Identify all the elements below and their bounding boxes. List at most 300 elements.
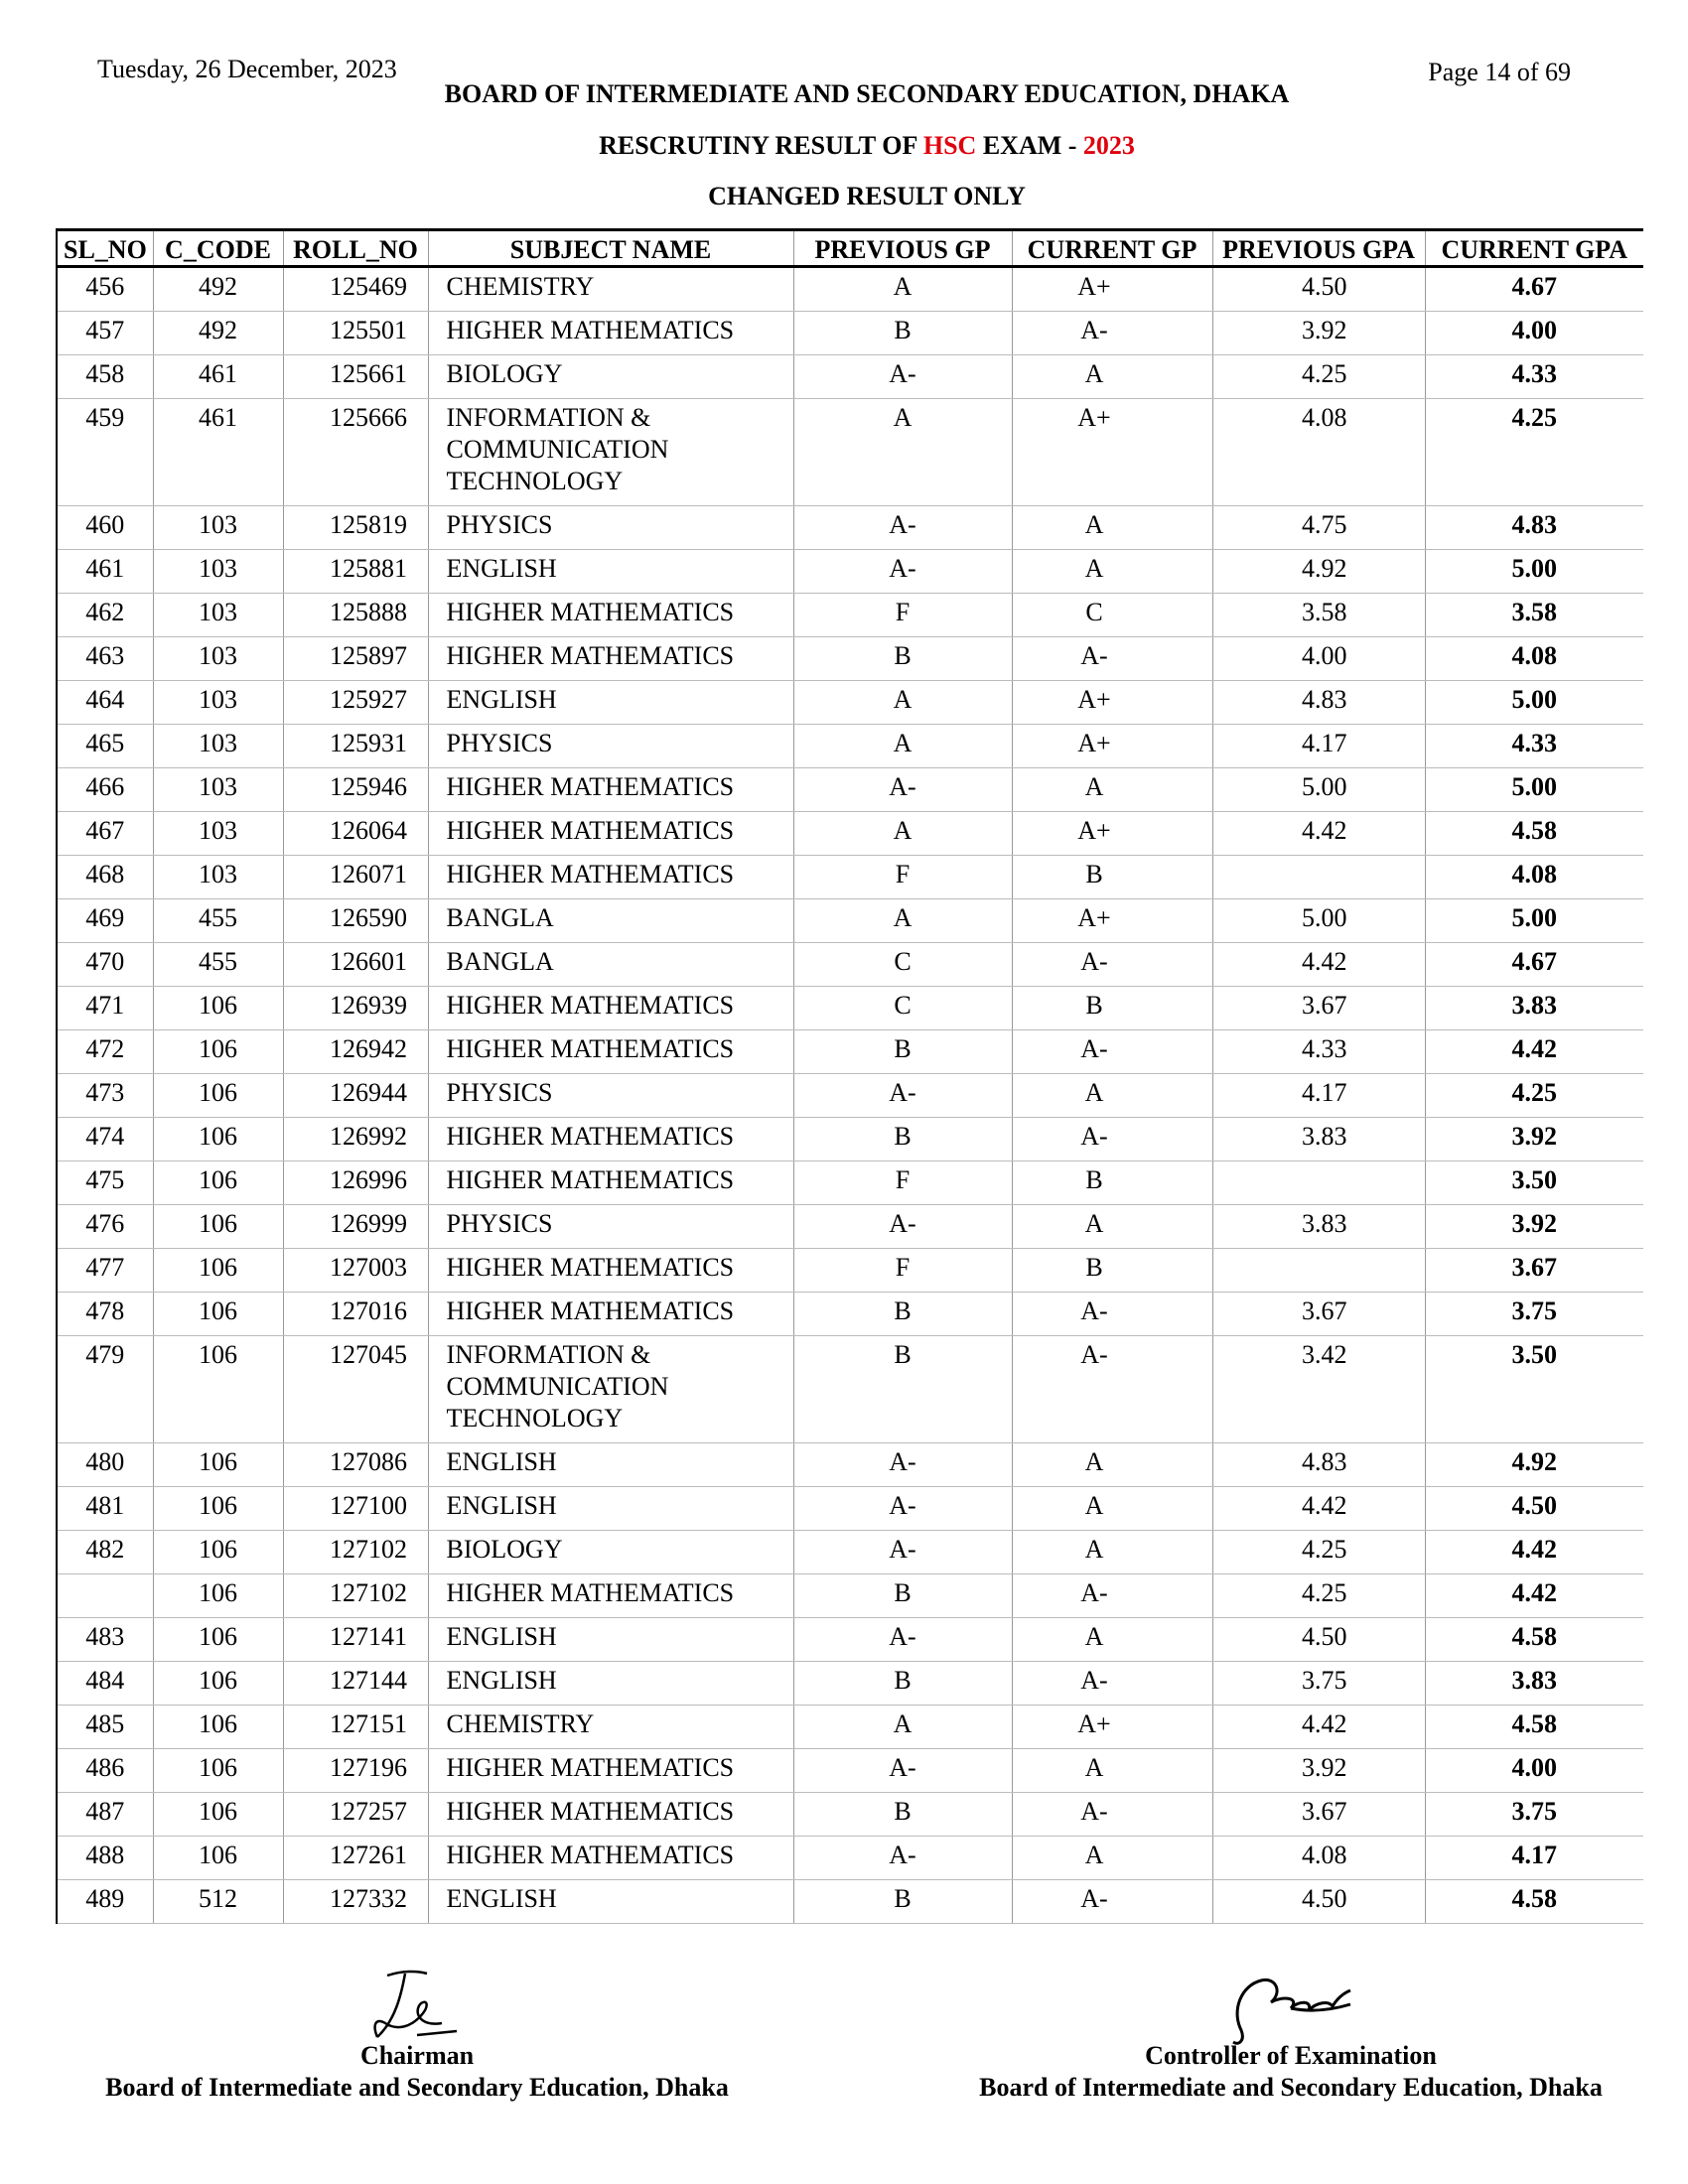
cell-roll-no: 127086 bbox=[283, 1443, 428, 1487]
cell-roll-no: 126601 bbox=[283, 943, 428, 987]
table-row bbox=[57, 1030, 1643, 1074]
cell-current-gpa: 3.92 bbox=[1425, 1118, 1643, 1161]
cell-subject-name: ENGLISH bbox=[428, 1662, 793, 1706]
cell-current-gpa: 4.33 bbox=[1425, 725, 1643, 768]
cell-c-code: 461 bbox=[153, 399, 283, 506]
cell-previous-gp: A- bbox=[793, 1205, 1012, 1249]
table-row bbox=[57, 312, 1643, 355]
table-row bbox=[57, 1293, 1643, 1336]
cell-roll-no: 127257 bbox=[283, 1793, 428, 1837]
cell-current-gpa: 4.25 bbox=[1425, 1074, 1643, 1118]
cell-subject-name: HIGHER MATHEMATICS bbox=[428, 1749, 793, 1793]
cell-c-code: 106 bbox=[153, 1487, 283, 1531]
header-current-gpa: CURRENT GPA bbox=[1425, 230, 1643, 267]
cell-subject-name: ENGLISH bbox=[428, 550, 793, 594]
cell-c-code: 106 bbox=[153, 1293, 283, 1336]
cell-current-gp: A bbox=[1012, 1749, 1212, 1793]
table-row bbox=[57, 943, 1643, 987]
cell-roll-no: 126939 bbox=[283, 987, 428, 1030]
cell-current-gpa: 4.58 bbox=[1425, 812, 1643, 856]
cell-current-gpa: 3.50 bbox=[1425, 1336, 1643, 1443]
cell-previous-gpa: 4.17 bbox=[1212, 1074, 1425, 1118]
cell-current-gpa: 4.42 bbox=[1425, 1030, 1643, 1074]
cell-previous-gp: A bbox=[793, 812, 1012, 856]
cell-previous-gp: A bbox=[793, 267, 1012, 312]
cell-previous-gpa: 4.08 bbox=[1212, 399, 1425, 506]
cell-current-gp: A+ bbox=[1012, 812, 1212, 856]
cell-previous-gpa: 3.67 bbox=[1212, 1293, 1425, 1336]
cell-current-gpa: 4.25 bbox=[1425, 399, 1643, 506]
cell-c-code: 103 bbox=[153, 812, 283, 856]
cell-sl-no: 477 bbox=[57, 1249, 153, 1293]
cell-current-gpa: 3.75 bbox=[1425, 1793, 1643, 1837]
cell-current-gp: A bbox=[1012, 1531, 1212, 1574]
cell-current-gpa: 3.83 bbox=[1425, 1662, 1643, 1706]
cell-sl-no: 476 bbox=[57, 1205, 153, 1249]
cell-current-gpa: 4.08 bbox=[1425, 856, 1643, 899]
cell-previous-gpa: 4.25 bbox=[1212, 355, 1425, 399]
cell-subject-name: HIGHER MATHEMATICS bbox=[428, 1030, 793, 1074]
table-row bbox=[57, 899, 1643, 943]
cell-current-gpa: 4.67 bbox=[1425, 267, 1643, 312]
cell-subject-name: HIGHER MATHEMATICS bbox=[428, 1161, 793, 1205]
cell-subject-name: HIGHER MATHEMATICS bbox=[428, 1837, 793, 1880]
table-row bbox=[57, 355, 1643, 399]
cell-current-gpa: 3.75 bbox=[1425, 1293, 1643, 1336]
cell-previous-gpa: 4.83 bbox=[1212, 681, 1425, 725]
cell-c-code: 492 bbox=[153, 312, 283, 355]
cell-previous-gpa: 3.42 bbox=[1212, 1336, 1425, 1443]
cell-sl-no: 459 bbox=[57, 399, 153, 506]
cell-previous-gpa: 4.08 bbox=[1212, 1837, 1425, 1880]
cell-previous-gpa: 4.50 bbox=[1212, 1618, 1425, 1662]
table-row bbox=[57, 1336, 1643, 1443]
table-row bbox=[57, 594, 1643, 637]
header-previous-gpa: PREVIOUS GPA bbox=[1212, 230, 1425, 267]
changed-result-title: CHANGED RESULT ONLY bbox=[708, 182, 1026, 210]
cell-previous-gpa: 4.33 bbox=[1212, 1030, 1425, 1074]
cell-previous-gp: B bbox=[793, 1880, 1012, 1924]
cell-sl-no: 482 bbox=[57, 1531, 153, 1574]
cell-current-gpa: 4.00 bbox=[1425, 1749, 1643, 1793]
cell-roll-no: 127144 bbox=[283, 1662, 428, 1706]
cell-c-code: 106 bbox=[153, 1793, 283, 1837]
cell-current-gp: A- bbox=[1012, 943, 1212, 987]
cell-previous-gpa bbox=[1212, 1249, 1425, 1293]
cell-sl-no: 457 bbox=[57, 312, 153, 355]
cell-roll-no: 126944 bbox=[283, 1074, 428, 1118]
cell-previous-gpa: 3.83 bbox=[1212, 1118, 1425, 1161]
cell-sl-no: 480 bbox=[57, 1443, 153, 1487]
cell-previous-gp: B bbox=[793, 1293, 1012, 1336]
table-body bbox=[57, 267, 1643, 1924]
cell-previous-gpa: 4.42 bbox=[1212, 1487, 1425, 1531]
table-row bbox=[57, 1074, 1643, 1118]
cell-roll-no: 125469 bbox=[283, 267, 428, 312]
cell-subject-name: PHYSICS bbox=[428, 725, 793, 768]
cell-c-code: 103 bbox=[153, 856, 283, 899]
cell-subject-name: CHEMISTRY bbox=[428, 1706, 793, 1749]
cell-roll-no: 126999 bbox=[283, 1205, 428, 1249]
cell-c-code: 103 bbox=[153, 768, 283, 812]
cell-roll-no: 125819 bbox=[283, 506, 428, 550]
cell-current-gp: A- bbox=[1012, 1336, 1212, 1443]
cell-previous-gpa: 4.25 bbox=[1212, 1531, 1425, 1574]
cell-roll-no: 126064 bbox=[283, 812, 428, 856]
cell-previous-gp: B bbox=[793, 1662, 1012, 1706]
cell-c-code: 103 bbox=[153, 681, 283, 725]
cell-c-code: 512 bbox=[153, 1880, 283, 1924]
cell-sl-no: 464 bbox=[57, 681, 153, 725]
chairman-org: Board of Intermediate and Secondary Education, Dhaka bbox=[105, 2073, 729, 2102]
cell-current-gpa: 3.67 bbox=[1425, 1249, 1643, 1293]
table-row bbox=[57, 1487, 1643, 1531]
cell-previous-gpa: 3.67 bbox=[1212, 987, 1425, 1030]
cell-previous-gpa: 4.92 bbox=[1212, 550, 1425, 594]
cell-roll-no: 125927 bbox=[283, 681, 428, 725]
table-row bbox=[57, 768, 1643, 812]
cell-sl-no: 489 bbox=[57, 1880, 153, 1924]
table-header-row bbox=[57, 230, 1643, 267]
cell-current-gpa: 4.50 bbox=[1425, 1487, 1643, 1531]
controller-signature-block bbox=[943, 2040, 1638, 2104]
cell-current-gpa: 5.00 bbox=[1425, 550, 1643, 594]
cell-current-gpa: 4.58 bbox=[1425, 1618, 1643, 1662]
cell-roll-no: 127045 bbox=[283, 1336, 428, 1443]
chairman-signature-block bbox=[60, 2040, 774, 2104]
cell-previous-gpa: 3.92 bbox=[1212, 1749, 1425, 1793]
cell-sl-no: 456 bbox=[57, 267, 153, 312]
cell-previous-gpa: 4.42 bbox=[1212, 812, 1425, 856]
cell-previous-gpa: 4.42 bbox=[1212, 1706, 1425, 1749]
table-row bbox=[57, 1249, 1643, 1293]
cell-roll-no: 127100 bbox=[283, 1487, 428, 1531]
cell-c-code: 106 bbox=[153, 1205, 283, 1249]
cell-current-gpa: 4.92 bbox=[1425, 1443, 1643, 1487]
cell-previous-gp: F bbox=[793, 1161, 1012, 1205]
table-row bbox=[57, 987, 1643, 1030]
cell-subject-name: ENGLISH bbox=[428, 681, 793, 725]
cell-current-gpa: 5.00 bbox=[1425, 681, 1643, 725]
cell-roll-no: 127102 bbox=[283, 1531, 428, 1574]
board-title: BOARD OF INTERMEDIATE AND SECONDARY EDUCATION, DHAKA bbox=[444, 79, 1290, 108]
cell-current-gp: A bbox=[1012, 1205, 1212, 1249]
cell-current-gpa: 3.83 bbox=[1425, 987, 1643, 1030]
cell-current-gp: B bbox=[1012, 1161, 1212, 1205]
cell-current-gpa: 4.17 bbox=[1425, 1837, 1643, 1880]
cell-previous-gp: B bbox=[793, 1793, 1012, 1837]
cell-previous-gpa: 5.00 bbox=[1212, 899, 1425, 943]
cell-sl-no: 472 bbox=[57, 1030, 153, 1074]
cell-previous-gp: A bbox=[793, 681, 1012, 725]
cell-previous-gp: B bbox=[793, 1574, 1012, 1618]
cell-subject-name: INFORMATION & COMMUNICATION TECHNOLOGY bbox=[428, 1336, 793, 1443]
cell-previous-gp: A- bbox=[793, 1487, 1012, 1531]
cell-current-gp: A+ bbox=[1012, 399, 1212, 506]
cell-subject-name: ENGLISH bbox=[428, 1880, 793, 1924]
cell-current-gp: A- bbox=[1012, 1662, 1212, 1706]
cell-sl-no: 458 bbox=[57, 355, 153, 399]
cell-c-code: 106 bbox=[153, 1706, 283, 1749]
cell-subject-name: HIGHER MATHEMATICS bbox=[428, 312, 793, 355]
cell-previous-gpa: 4.25 bbox=[1212, 1574, 1425, 1618]
cell-previous-gpa: 4.75 bbox=[1212, 506, 1425, 550]
table-row bbox=[57, 1531, 1643, 1574]
cell-c-code: 106 bbox=[153, 1118, 283, 1161]
header-sl-no: SL_NO bbox=[57, 230, 153, 267]
cell-previous-gpa bbox=[1212, 1161, 1425, 1205]
cell-sl-no: 483 bbox=[57, 1618, 153, 1662]
cell-roll-no: 125946 bbox=[283, 768, 428, 812]
cell-subject-name: ENGLISH bbox=[428, 1487, 793, 1531]
cell-previous-gpa bbox=[1212, 856, 1425, 899]
cell-previous-gp: A- bbox=[793, 550, 1012, 594]
table-row bbox=[57, 856, 1643, 899]
cell-current-gp: A bbox=[1012, 768, 1212, 812]
chairman-signature bbox=[357, 1966, 467, 2045]
table-row bbox=[57, 812, 1643, 856]
cell-current-gp: B bbox=[1012, 987, 1212, 1030]
cell-sl-no: 474 bbox=[57, 1118, 153, 1161]
table-row bbox=[57, 1662, 1643, 1706]
cell-current-gp: A bbox=[1012, 355, 1212, 399]
cell-previous-gp: A bbox=[793, 1706, 1012, 1749]
cell-current-gp: B bbox=[1012, 856, 1212, 899]
cell-previous-gpa: 3.92 bbox=[1212, 312, 1425, 355]
cell-sl-no: 461 bbox=[57, 550, 153, 594]
cell-previous-gp: A- bbox=[793, 1837, 1012, 1880]
cell-subject-name: HIGHER MATHEMATICS bbox=[428, 637, 793, 681]
cell-previous-gpa: 5.00 bbox=[1212, 768, 1425, 812]
cell-previous-gpa: 4.00 bbox=[1212, 637, 1425, 681]
cell-current-gpa: 4.42 bbox=[1425, 1531, 1643, 1574]
cell-current-gp: A- bbox=[1012, 1293, 1212, 1336]
table-row bbox=[57, 267, 1643, 312]
cell-roll-no: 127332 bbox=[283, 1880, 428, 1924]
cell-current-gp: A+ bbox=[1012, 267, 1212, 312]
cell-c-code: 106 bbox=[153, 1749, 283, 1793]
cell-c-code: 103 bbox=[153, 594, 283, 637]
header-previous-gp: PREVIOUS GP bbox=[793, 230, 1012, 267]
cell-current-gp: A- bbox=[1012, 312, 1212, 355]
cell-c-code: 455 bbox=[153, 899, 283, 943]
cell-roll-no: 125881 bbox=[283, 550, 428, 594]
cell-c-code: 106 bbox=[153, 1618, 283, 1662]
cell-sl-no: 469 bbox=[57, 899, 153, 943]
cell-current-gpa: 4.67 bbox=[1425, 943, 1643, 987]
cell-current-gpa: 4.83 bbox=[1425, 506, 1643, 550]
cell-roll-no: 127151 bbox=[283, 1706, 428, 1749]
cell-previous-gpa: 4.50 bbox=[1212, 1880, 1425, 1924]
cell-previous-gpa: 3.58 bbox=[1212, 594, 1425, 637]
cell-previous-gpa: 4.42 bbox=[1212, 943, 1425, 987]
cell-sl-no: 463 bbox=[57, 637, 153, 681]
cell-sl-no: 487 bbox=[57, 1793, 153, 1837]
result-mid: EXAM - bbox=[976, 131, 1083, 160]
cell-c-code: 103 bbox=[153, 506, 283, 550]
cell-previous-gp: B bbox=[793, 1336, 1012, 1443]
table-row bbox=[57, 1118, 1643, 1161]
cell-roll-no: 126590 bbox=[283, 899, 428, 943]
cell-current-gp: A- bbox=[1012, 1030, 1212, 1074]
table-row bbox=[57, 725, 1643, 768]
cell-roll-no: 127261 bbox=[283, 1837, 428, 1880]
cell-roll-no: 125666 bbox=[283, 399, 428, 506]
cell-current-gp: A- bbox=[1012, 1574, 1212, 1618]
cell-previous-gp: B bbox=[793, 1030, 1012, 1074]
cell-subject-name: ENGLISH bbox=[428, 1443, 793, 1487]
cell-sl-no: 481 bbox=[57, 1487, 153, 1531]
table-row bbox=[57, 506, 1643, 550]
cell-c-code: 106 bbox=[153, 1030, 283, 1074]
cell-subject-name: PHYSICS bbox=[428, 506, 793, 550]
cell-roll-no: 127102 bbox=[283, 1574, 428, 1618]
cell-previous-gp: A bbox=[793, 899, 1012, 943]
cell-previous-gp: C bbox=[793, 943, 1012, 987]
cell-subject-name: HIGHER MATHEMATICS bbox=[428, 768, 793, 812]
cell-subject-name: CHEMISTRY bbox=[428, 267, 793, 312]
cell-previous-gpa: 3.75 bbox=[1212, 1662, 1425, 1706]
cell-previous-gp: A- bbox=[793, 768, 1012, 812]
exam-year: 2023 bbox=[1082, 131, 1135, 160]
cell-previous-gp: B bbox=[793, 637, 1012, 681]
cell-subject-name: HIGHER MATHEMATICS bbox=[428, 594, 793, 637]
cell-subject-name: HIGHER MATHEMATICS bbox=[428, 1293, 793, 1336]
cell-c-code: 106 bbox=[153, 1662, 283, 1706]
cell-sl-no: 471 bbox=[57, 987, 153, 1030]
cell-sl-no bbox=[57, 1574, 153, 1618]
cell-current-gp: A+ bbox=[1012, 681, 1212, 725]
cell-subject-name: HIGHER MATHEMATICS bbox=[428, 987, 793, 1030]
table-row bbox=[57, 550, 1643, 594]
cell-roll-no: 127196 bbox=[283, 1749, 428, 1793]
controller-title: Controller of Examination bbox=[1145, 2041, 1437, 2070]
cell-current-gp: A- bbox=[1012, 637, 1212, 681]
table-row bbox=[57, 1837, 1643, 1880]
cell-sl-no: 475 bbox=[57, 1161, 153, 1205]
cell-subject-name: HIGHER MATHEMATICS bbox=[428, 856, 793, 899]
cell-c-code: 492 bbox=[153, 267, 283, 312]
cell-previous-gp: A- bbox=[793, 506, 1012, 550]
table-row bbox=[57, 1749, 1643, 1793]
cell-sl-no: 484 bbox=[57, 1662, 153, 1706]
cell-sl-no: 468 bbox=[57, 856, 153, 899]
cell-current-gpa: 4.33 bbox=[1425, 355, 1643, 399]
cell-sl-no: 486 bbox=[57, 1749, 153, 1793]
cell-current-gpa: 5.00 bbox=[1425, 899, 1643, 943]
cell-sl-no: 460 bbox=[57, 506, 153, 550]
cell-subject-name: BANGLA bbox=[428, 943, 793, 987]
cell-c-code: 106 bbox=[153, 1837, 283, 1880]
controller-org: Board of Intermediate and Secondary Education, Dhaka bbox=[979, 2073, 1603, 2102]
cell-roll-no: 126992 bbox=[283, 1118, 428, 1161]
table-row bbox=[57, 1618, 1643, 1662]
cell-previous-gp: A- bbox=[793, 1749, 1012, 1793]
cell-sl-no: 485 bbox=[57, 1706, 153, 1749]
cell-roll-no: 127016 bbox=[283, 1293, 428, 1336]
cell-sl-no: 470 bbox=[57, 943, 153, 987]
cell-roll-no: 125888 bbox=[283, 594, 428, 637]
cell-current-gp: A+ bbox=[1012, 1706, 1212, 1749]
cell-c-code: 106 bbox=[153, 1574, 283, 1618]
result-title bbox=[0, 131, 1688, 161]
table-row bbox=[57, 1793, 1643, 1837]
table-row bbox=[57, 399, 1643, 506]
cell-previous-gp: F bbox=[793, 856, 1012, 899]
cell-sl-no: 488 bbox=[57, 1837, 153, 1880]
cell-subject-name: HIGHER MATHEMATICS bbox=[428, 1249, 793, 1293]
cell-subject-name: ENGLISH bbox=[428, 1618, 793, 1662]
cell-subject-name: PHYSICS bbox=[428, 1205, 793, 1249]
result-table bbox=[56, 228, 1643, 1924]
cell-previous-gp: B bbox=[793, 312, 1012, 355]
cell-previous-gpa: 3.83 bbox=[1212, 1205, 1425, 1249]
cell-current-gp: A- bbox=[1012, 1793, 1212, 1837]
cell-subject-name: PHYSICS bbox=[428, 1074, 793, 1118]
cell-subject-name: INFORMATION & COMMUNICATION TECHNOLOGY bbox=[428, 399, 793, 506]
cell-current-gp: A bbox=[1012, 1443, 1212, 1487]
table-row bbox=[57, 1880, 1643, 1924]
cell-current-gp: B bbox=[1012, 1249, 1212, 1293]
cell-current-gpa: 4.08 bbox=[1425, 637, 1643, 681]
page-number: Page 14 of 69 bbox=[1428, 58, 1571, 86]
cell-current-gp: A- bbox=[1012, 1880, 1212, 1924]
cell-c-code: 106 bbox=[153, 1531, 283, 1574]
cell-sl-no: 466 bbox=[57, 768, 153, 812]
cell-previous-gp: A bbox=[793, 725, 1012, 768]
cell-c-code: 106 bbox=[153, 1161, 283, 1205]
cell-c-code: 106 bbox=[153, 1074, 283, 1118]
cell-roll-no: 125501 bbox=[283, 312, 428, 355]
cell-sl-no: 478 bbox=[57, 1293, 153, 1336]
cell-subject-name: HIGHER MATHEMATICS bbox=[428, 1574, 793, 1618]
cell-c-code: 461 bbox=[153, 355, 283, 399]
cell-roll-no: 126071 bbox=[283, 856, 428, 899]
cell-current-gp: A bbox=[1012, 506, 1212, 550]
header-current-gp: CURRENT GP bbox=[1012, 230, 1212, 267]
cell-previous-gp: F bbox=[793, 594, 1012, 637]
cell-current-gpa: 3.92 bbox=[1425, 1205, 1643, 1249]
cell-current-gp: A+ bbox=[1012, 725, 1212, 768]
cell-c-code: 103 bbox=[153, 637, 283, 681]
table-row bbox=[57, 1161, 1643, 1205]
table-row bbox=[57, 681, 1643, 725]
cell-roll-no: 126942 bbox=[283, 1030, 428, 1074]
report-date: Tuesday, 26 December, 2023 bbox=[97, 55, 397, 83]
cell-c-code: 106 bbox=[153, 1249, 283, 1293]
table-row bbox=[57, 1574, 1643, 1618]
cell-c-code: 103 bbox=[153, 550, 283, 594]
cell-current-gp: A bbox=[1012, 1074, 1212, 1118]
controller-signature bbox=[1221, 1971, 1370, 2050]
cell-previous-gpa: 4.83 bbox=[1212, 1443, 1425, 1487]
cell-current-gpa: 3.50 bbox=[1425, 1161, 1643, 1205]
cell-previous-gp: A bbox=[793, 399, 1012, 506]
header-c-code: C_CODE bbox=[153, 230, 283, 267]
cell-current-gpa: 4.58 bbox=[1425, 1880, 1643, 1924]
chairman-title: Chairman bbox=[359, 2041, 475, 2070]
cell-current-gp: C bbox=[1012, 594, 1212, 637]
cell-sl-no: 465 bbox=[57, 725, 153, 768]
cell-current-gpa: 3.58 bbox=[1425, 594, 1643, 637]
cell-current-gp: A+ bbox=[1012, 899, 1212, 943]
cell-subject-name: HIGHER MATHEMATICS bbox=[428, 812, 793, 856]
cell-previous-gp: A- bbox=[793, 355, 1012, 399]
table-row bbox=[57, 637, 1643, 681]
cell-c-code: 103 bbox=[153, 725, 283, 768]
cell-current-gp: A bbox=[1012, 550, 1212, 594]
cell-previous-gp: A- bbox=[793, 1618, 1012, 1662]
